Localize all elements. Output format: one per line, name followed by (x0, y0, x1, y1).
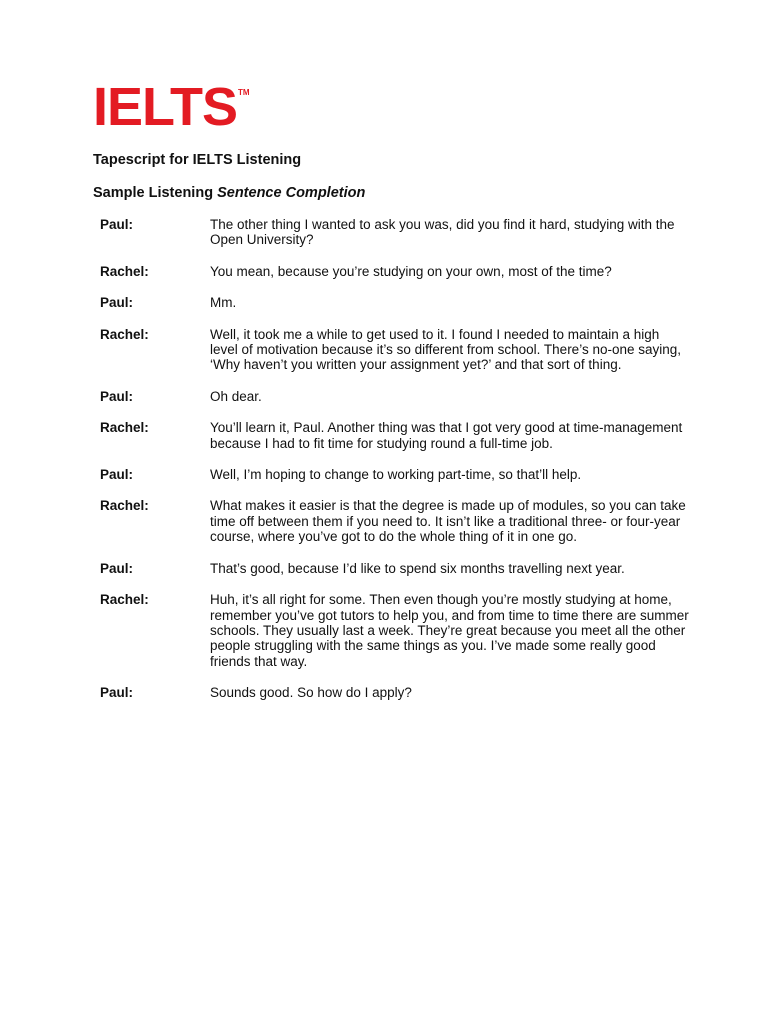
speaker-name: Paul: (100, 295, 134, 311)
speech-text: You mean, because you’re studying on your own, most of the time? (210, 263, 612, 279)
speech-text: Sounds good. So how do I apply? (210, 685, 412, 701)
dialogue-transcript (100, 217, 690, 717)
speech-text: Well, I’m hoping to change to working part-time, so that’ll help. (210, 467, 582, 483)
document-title: Tapescript for IELTS Listening (93, 152, 302, 168)
speaker-name: Paul: (100, 685, 134, 701)
speaker-name: Paul: (100, 467, 134, 483)
speech-text: Oh dear. (210, 388, 262, 404)
speaker-name: Paul: (100, 388, 134, 404)
speech-text: Mm. (210, 295, 237, 311)
dialogue-line (100, 592, 690, 669)
speech-text: That’s good, because I’d like to spend six months travelling next year. (210, 560, 625, 576)
logo-text: IELTS (93, 77, 238, 137)
ielts-logo (93, 77, 250, 137)
subtitle-emphasis: Sentence Completion (217, 185, 366, 201)
speech-text: Well, it took me a while to get used to it. I found I needed to maintain a high level of motivation because it’s so different from school. There’s no-one saying, ‘Why haven’t you written your assignment yet?’ and that sort of thing. (210, 326, 682, 373)
dialogue-line (100, 295, 690, 310)
trademark-mark: TM (238, 88, 250, 97)
speaker-name: Rachel: (100, 326, 149, 342)
speech-text: What makes it easier is that the degree is made up of modules, so you can take time off between them if you need to. It isn’t like a traditional three- or four-year course, where you’ve got to do the whole thing of it in one go. (210, 498, 686, 545)
dialogue-line (100, 467, 690, 482)
dialogue-line (100, 685, 690, 700)
speech-text: Huh, it’s all right for some. Then even though you’re mostly studying at home, remember you’ve got tutors to help you, and from time to time there are summer schools. They usually last a week. They’re great because you meet all the other people struggling with the same things as you. I’ve made some really good friends that way. (210, 592, 689, 669)
subtitle-prefix: Sample Listening (93, 185, 218, 201)
speech-text: You’ll learn it, Paul. Another thing was that I got very good at time-management because I had to fit time for studying round a full-time job. (210, 420, 683, 451)
speaker-name: Rachel: (100, 263, 149, 279)
speaker-name: Paul: (100, 217, 134, 232)
dialogue-line (100, 327, 690, 373)
dialogue-line (100, 498, 690, 544)
speaker-name: Rachel: (100, 498, 149, 514)
speaker-name: Paul: (100, 560, 134, 576)
document-subtitle (93, 185, 365, 201)
dialogue-line (100, 561, 690, 576)
dialogue-line (100, 420, 690, 451)
speaker-name: Rachel: (100, 420, 149, 436)
dialogue-line (100, 217, 690, 248)
dialogue-line (100, 389, 690, 404)
dialogue-line (100, 264, 690, 279)
speech-text: The other thing I wanted to ask you was, did you find it hard, studying with the Open University? (210, 217, 675, 248)
speaker-name: Rachel: (100, 592, 149, 608)
